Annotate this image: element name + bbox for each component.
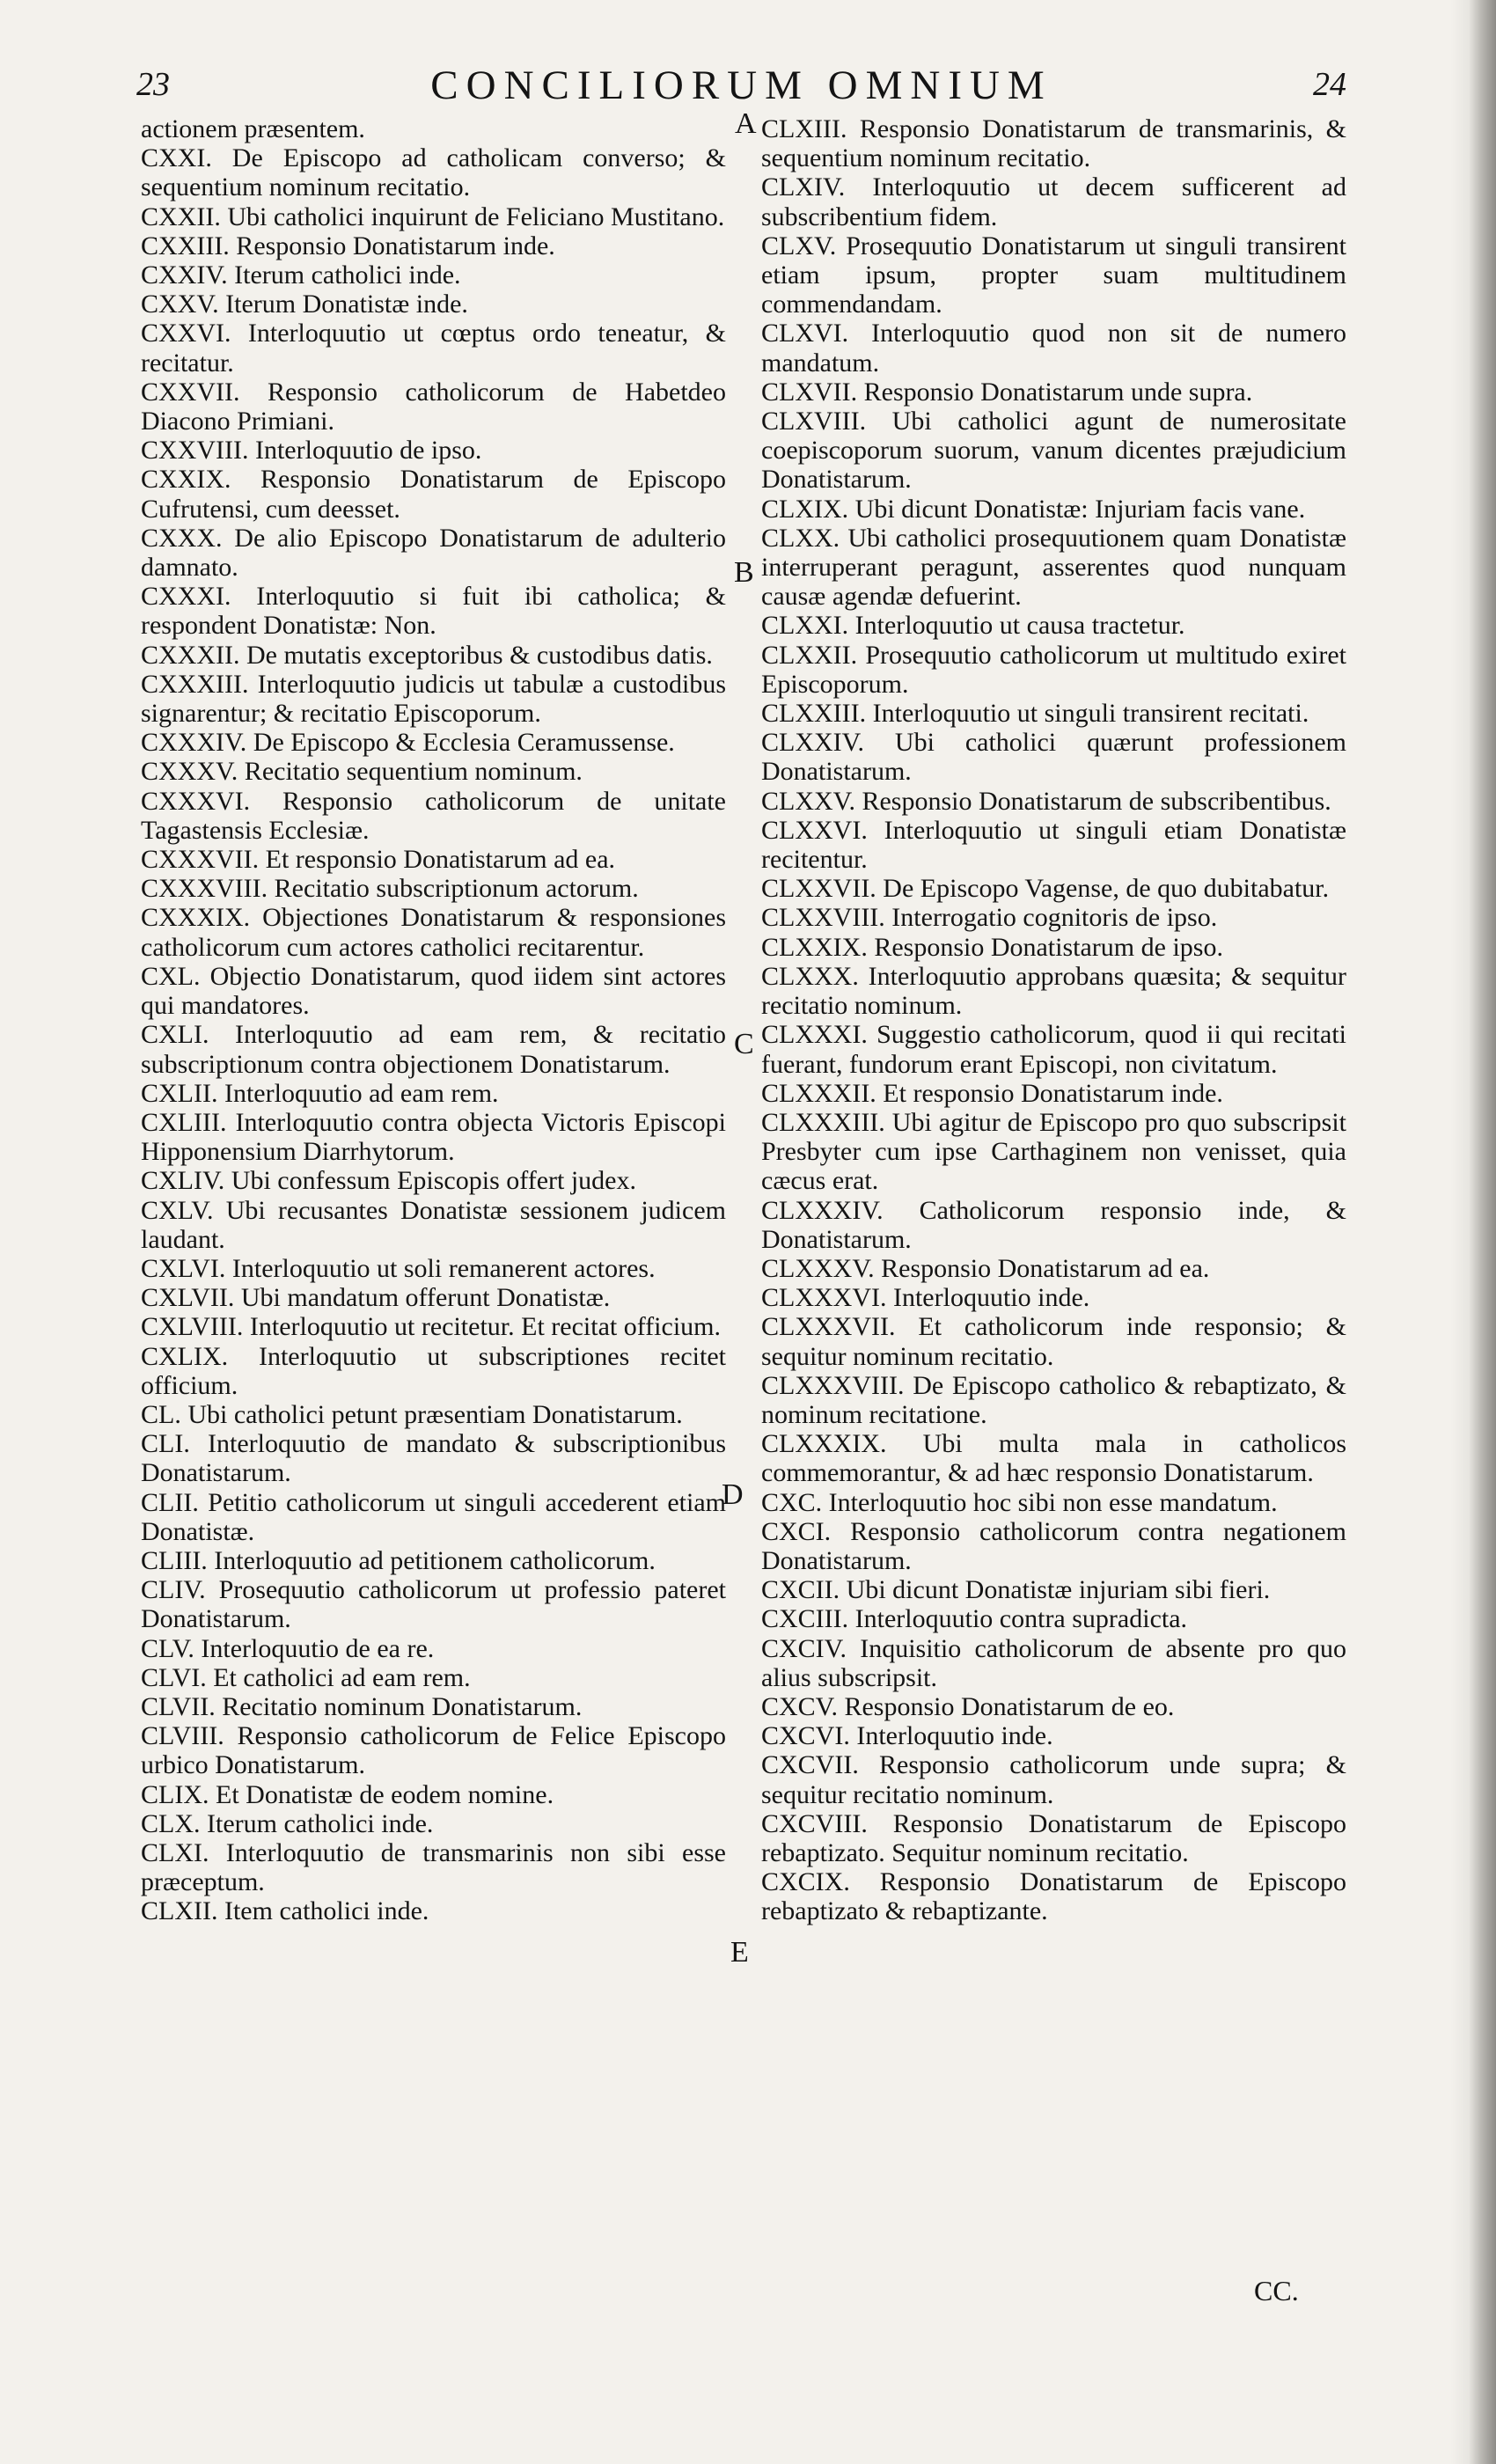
index-entry: CLXXX. Interloquutio approbans quæsita; & sequitur recitatio nominum. [761,961,1346,1021]
index-entry: CLXV. Prosequutio Donatistarum ut singuli transirent etiam ipsum, propter suam multitudinem commendandam. [761,231,1346,319]
index-entry: CXXXVII. Et responsio Donatistarum ad ea. [141,845,616,875]
margin-marker-c: C [734,1028,754,1060]
index-entry: CXCVI. Interloquutio inde. [761,1721,1053,1751]
index-entry: CXXIV. Iterum catholici inde. [141,260,461,290]
index-entry: CXXXVI. Responsio catholicorum de unitate Tagastensis Ecclesiæ. [141,786,726,845]
running-title: CONCILIORUM OMNIUM [430,62,1052,108]
index-entry: CL. Ubi catholici petunt præsentiam Donatistarum. [141,1399,683,1429]
index-entry: CLXII. Item catholici inde. [141,1896,429,1926]
index-entry: CLIV. Prosequutio catholicorum ut professio pateret Donatistarum. [141,1575,726,1634]
index-entry: CXXIX. Responsio Donatistarum de Episcopo Cufrutensi, cum deesset. [141,465,726,524]
index-entry: CXC. Interloquutio hoc sibi non esse mandatum. [761,1487,1278,1517]
index-entry: CLIX. Et Donatistæ de eodem nomine. [141,1779,554,1809]
index-entry: CXCIX. Responsio Donatistarum de Episcopo rebaptizato & rebaptizante. [761,1867,1346,1926]
index-entry: CXCVIII. Responsio Donatistarum de Episcopo rebaptizato. Sequitur nominum recitatio. [761,1808,1346,1867]
margin-marker-b: B [734,556,754,589]
index-entry: CXCI. Responsio catholicorum contra negationem Donatistarum. [761,1516,1346,1575]
index-entry: CLIII. Interloquutio ad petitionem catholicorum. [141,1545,656,1575]
index-entry: CLXVIII. Ubi catholici agunt de numerositate coepiscoporum suorum, vanum dicentes præjudicium Donatistarum. [761,407,1346,495]
index-entry: CLXXI. Interloquutio ut causa tractetur. [761,611,1185,641]
margin-marker-a: A [735,107,757,140]
index-entry: CXXXVIII. Recitatio subscriptionum actorum. [141,874,639,904]
index-entry: CLXVI. Interloquutio quod non sit de numero mandatum. [761,319,1346,378]
index-entry: CXXIII. Responsio Donatistarum inde. [141,231,555,260]
index-entry: CLVIII. Responsio catholicorum de Felice Episcopo urbico Donatistarum. [141,1721,726,1780]
index-entry: CXLIV. Ubi confessum Episcopis offert judex. [141,1166,636,1196]
catchword: CC. [1254,2275,1299,2306]
page-shadow [1450,0,1470,2464]
index-entry: CLXXVI. Interloquutio ut singuli etiam Donatistæ recitentur. [761,815,1346,875]
index-entry: CLV. Interloquutio de ea re. [141,1633,435,1663]
index-entry: CXLVI. Interloquutio ut soli remanerent actores. [141,1253,656,1283]
index-entry: CLXXXI. Suggestio catholicorum, quod ii qui recitati fuerant, fundorum erant Episcopi, non civitatum. [761,1020,1346,1079]
index-entry: CLVI. Et catholici ad eam rem. [141,1662,471,1692]
index-entry: CLXXXV. Responsio Donatistarum ad ea. [761,1253,1210,1283]
index-entry: CXLVII. Ubi mandatum offerunt Donatistæ. [141,1283,611,1313]
index-entry: CXXVI. Interloquutio ut cœptus ordo teneatur, & recitatur. [141,319,726,378]
index-entry: CXLV. Ubi recusantes Donatistæ sessionem judicem laudant. [141,1195,726,1254]
index-entry: CLXXIV. Ubi catholici quærunt professionem Donatistarum. [761,728,1346,787]
index-entry: CXXXII. De mutatis exceptoribus & custodibus datis. [141,640,713,670]
index-entry: CLVII. Recitatio nominum Donatistarum. [141,1691,583,1721]
page-number-left: 23 [136,66,170,103]
index-entry: CLXXV. Responsio Donatistarum de subscribentibus. [761,786,1331,816]
index-entry: actionem præsentem. [141,114,365,143]
index-entry: CLII. Petitio catholicorum ut singuli accederent etiam Donatistæ. [141,1487,726,1546]
index-entry: CLXXIII. Interloquutio ut singuli transirent recitati. [761,699,1309,729]
index-entry: CXLVIII. Interloquutio ut recitetur. Et recitat officium. [141,1312,721,1342]
index-entry: CLXIII. Responsio Donatistarum de transmarinis, & sequentium nominum recitatio. [761,114,1346,173]
index-entry: CXXXI. Interloquutio si fuit ibi catholica; & respondent Donatistæ: Non. [141,582,726,641]
index-entry: CXXXIX. Objectiones Donatistarum & responsiones catholicorum cum actores catholici recitarentur. [141,903,726,962]
index-entry: CXCII. Ubi dicunt Donatistæ injuriam sibi fieri. [761,1575,1271,1605]
index-entry: CLXIV. Interloquutio ut decem sufficerent ad subscribentium fidem. [761,172,1346,231]
index-entry: CXXI. De Episcopo ad catholicam conversо; & sequentium nominum recitatio. [141,143,726,202]
index-entry: CLXXVII. De Episcopo Vagense, de quo dubitabatur. [761,874,1330,904]
index-entry: CXL. Objectio Donatistarum, quod iidem sint actores qui mandatores. [141,961,726,1021]
index-entry: CLXXXVII. Et catholicorum inde responsio; & sequitur nominum recitatio. [761,1312,1346,1371]
index-entry: CXXV. Iterum Donatistæ inde. [141,290,468,319]
margin-marker-d: D [722,1478,744,1511]
index-entry: CXXVIII. Interloquutio de ipso. [141,436,482,466]
index-entry: CXXXIII. Interloquutio judicis ut tabulæ a custodibus signarentur; & recitatio Episcoporum. [141,669,726,729]
index-entry: CXXX. De alio Episcopo Donatistarum de adulterio damnato. [141,523,726,583]
running-header [136,62,1346,114]
index-entry: CLXXXVI. Interloquutio inde. [761,1283,1090,1313]
margin-marker-e: E [730,1936,749,1969]
index-entry: CXXXIV. De Episcopo & Ecclesia Ceramussense. [141,728,675,758]
index-entry: CLXXVIII. Interrogatio cognitoris de ipso. [761,903,1218,933]
index-entry: CXXVII. Responsio catholicorum de Habetdeo Diacono Primiani. [141,377,726,436]
index-entry: CLXVII. Responsio Donatistarum unde supra. [761,377,1253,407]
index-entry: CXLII. Interloquutio ad eam rem. [141,1078,499,1108]
index-entry: CXLIII. Interloquutio contra objecta Victoris Episcopi Hipponensium Diarrhytorum. [141,1107,726,1167]
index-entry: CLXXIX. Responsio Donatistarum de ipso. [761,932,1223,962]
index-entry: CXXII. Ubi catholici inquirunt de Feliciano Mustitano. [141,202,725,231]
index-entry: CXLI. Interloquutio ad eam rem, & recitatio subscriptionum contra objectionem Donatistarum. [141,1020,726,1079]
index-entry: CXCV. Responsio Donatistarum de eo. [761,1691,1175,1721]
index-entry: CLI. Interloquutio de mandato & subscriptionibus Donatistarum. [141,1429,726,1488]
index-entry: CLXIX. Ubi dicunt Donatistæ: Injuriam facis vane. [761,494,1306,524]
page-edge [1470,0,1496,2464]
index-entry: CLX. Iterum catholici inde. [141,1808,434,1838]
index-entry: CXXXV. Recitatio sequentium nominum. [141,757,583,787]
page-number-right: 24 [1313,66,1346,103]
index-entry: CLXXII. Prosequutio catholicorum ut multitudo exiret Episcoporum. [761,640,1346,699]
index-entry: CLXXXIX. Ubi multa mala in catholicos commemorantur, & ad hæc responsio Donatistarum. [761,1429,1346,1488]
index-entry: CLXX. Ubi catholici prosequutionem quam Donatistæ interruperant peragunt, asserentes quod nunquam causæ agendæ defuerint. [761,523,1346,612]
left-column [141,114,726,1926]
index-entry: CLXXXII. Et responsio Donatistarum inde. [761,1078,1223,1108]
index-entry: CLXXXIII. Ubi agitur de Episcopo pro quo subscripsit Presbyter cum ipse Carthaginem non venisset, quia cæcus erat. [761,1107,1346,1196]
index-entry: CXCIV. Inquisitio catholicorum de absente pro quo alius subscripsit. [761,1633,1346,1692]
index-entry: CXCVII. Responsio catholicorum unde supra; & sequitur recitatio nominum. [761,1750,1346,1809]
index-entry: CXCIII. Interloquutio contra supradicta. [761,1604,1188,1634]
index-entry: CLXI. Interloquutio de transmarinis non sibi esse præceptum. [141,1837,726,1897]
index-entry: CLXXXVIII. De Episcopo catholico & rebaptizato, & nominum recitatione. [761,1370,1346,1429]
index-entry: CLXXXIV. Catholicorum responsio inde, & Donatistarum. [761,1195,1346,1254]
index-entry: CXLIX. Interloquutio ut subscriptiones recitet officium. [141,1341,726,1400]
right-column [761,114,1346,1926]
